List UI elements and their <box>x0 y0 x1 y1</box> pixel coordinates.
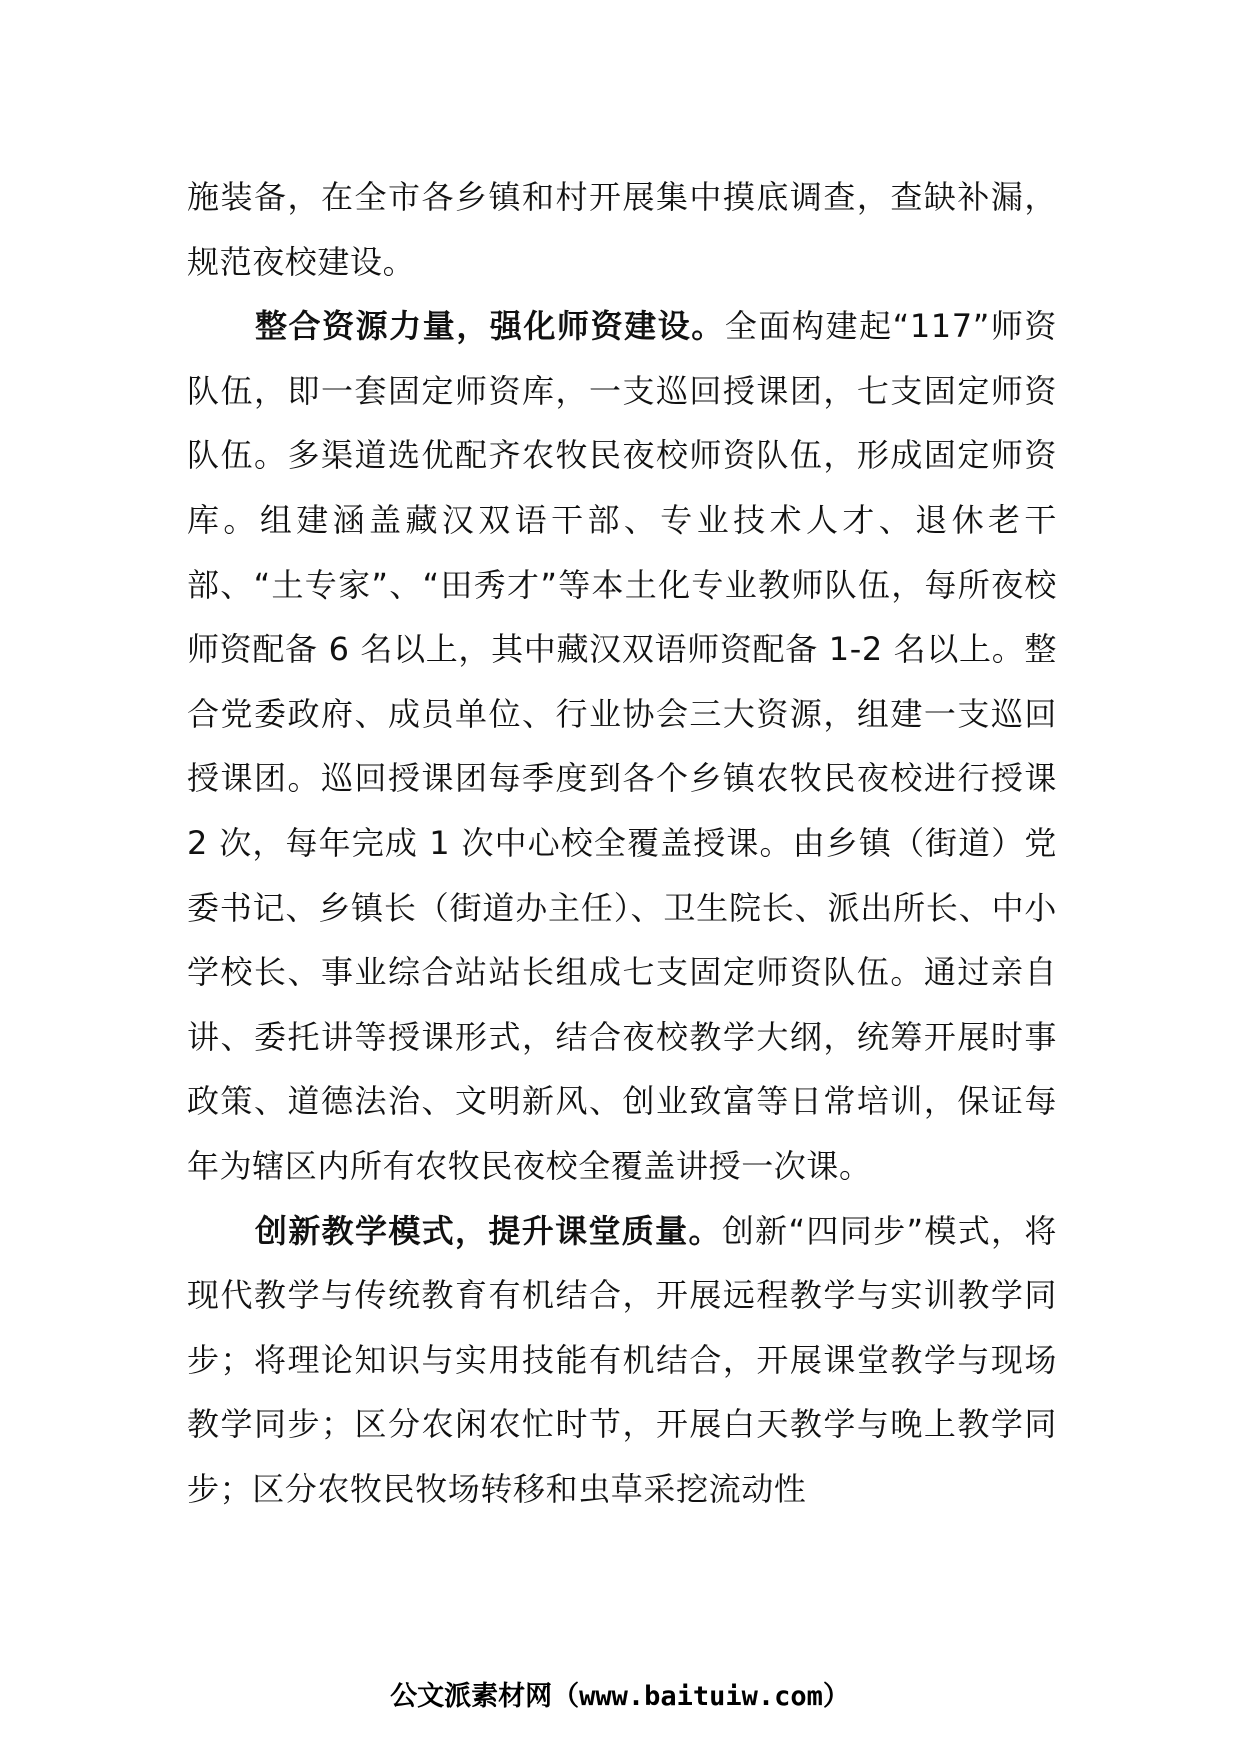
footer-close-paren: ） <box>822 1681 850 1712</box>
footer-url: www.baituiw.com <box>579 1681 823 1712</box>
paragraph-teaching-mode <box>187 1199 1057 1522</box>
document-body <box>187 165 1057 1521</box>
paragraph-text: 创新“四同步”模式，将现代教学与传统教育有机结合，开展远程教学与实训教学同步；将理论知识与实用技能有机结合，开展课堂教学与现场教学同步；区分农闲农忙时节，开展白天教学与晚上教学同步；区分农牧民牧场转移和虫草采挖流动性 <box>187 1211 1057 1508</box>
paragraph-teacher-resources <box>187 294 1057 1198</box>
paragraph-lead: 创新教学模式，提升课堂质量。 <box>255 1211 722 1250</box>
paragraph-text: 施装备，在全市各乡镇和村开展集中摸底调查，查缺补漏，规范夜校建设。 <box>187 178 1057 281</box>
footer-watermark <box>0 1679 1240 1715</box>
paragraph-continuation <box>187 165 1057 294</box>
footer-open-paren: （ <box>552 1681 580 1712</box>
paragraph-lead: 整合资源力量，强化师资建设。 <box>255 307 725 346</box>
paragraph-text: 全面构建起“117”师资队伍，即一套固定师资库，一支巡回授课团，七支固定师资队伍。多渠道选优配齐农牧民夜校师资队伍，形成固定师资库。组建涵盖藏汉双语干部、专业技术人才、退休老干部、“土专家”、“田秀才”等本土化专业教师队伍，每所夜校师资配备 6 名以上，其中藏汉双语师资配备 1-2 名以上。整合党委政府、成员单位、行业协会三大资源，组建一支巡回授课团。巡回授课团每季度到各个乡镇农牧民夜校进行授课 2 次，每年完成 1 次中心校全覆盖授课。由乡镇（街道）党委书记、乡镇长（街道办主任）、卫生院长、派出所长、中小学校长、事业综合站站长组成七支固定师资队伍。通过亲自讲、委托讲等授课形式，结合夜校教学大纲，统筹开展时事政策、道德法治、文明新风、创业致富等日常培训，保证每年为辖区内所有农牧民夜校全覆盖讲授一次课。 <box>187 307 1057 1185</box>
footer-site-name: 公文派素材网 <box>390 1681 553 1712</box>
